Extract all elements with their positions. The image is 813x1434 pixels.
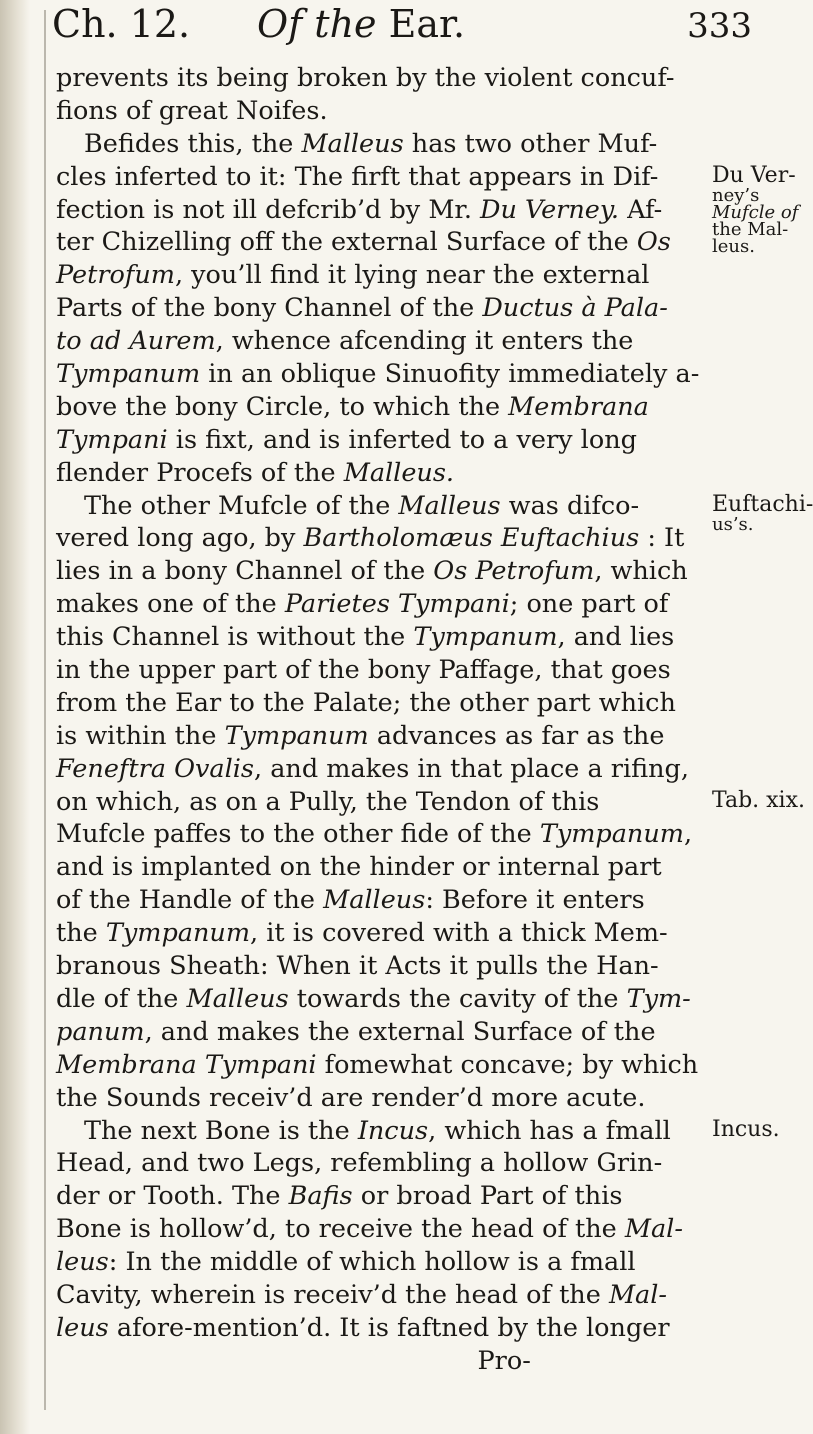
text-run: Mufcle paffes to the other fide of the — [56, 819, 540, 850]
text-run: from the Ear to the Palate; the other part which — [56, 687, 676, 718]
text-line — [56, 851, 702, 884]
text-run: vered long ago, by — [56, 523, 304, 554]
italic-term: Malleus — [186, 983, 289, 1014]
text-run: in the upper part of the bony Paffage, that goes — [56, 655, 671, 686]
marginal-note — [712, 1116, 798, 1142]
text-line — [56, 194, 702, 227]
text-run: : It — [639, 523, 685, 554]
text-run: : Before it enters — [425, 885, 645, 916]
italic-term: Bartholomæus Euftachius — [303, 523, 640, 554]
running-title — [257, 2, 465, 46]
text-line — [56, 1279, 702, 1312]
running-header — [52, 2, 752, 58]
text-run: on which, as on a Pully, the Tendon of this — [56, 786, 600, 817]
text-line — [56, 720, 702, 753]
text-run: , and lies — [557, 622, 675, 653]
italic-term: Tympanum — [539, 819, 684, 850]
text-run: and is implanted on the hinder or internal part — [56, 852, 662, 883]
marginal-note-line: leus. — [712, 235, 755, 257]
binding-edge — [44, 10, 46, 1410]
text-run: , and makes in that place a rifing, — [254, 753, 689, 784]
text-line — [56, 358, 702, 391]
text-line — [56, 1213, 702, 1246]
text-line — [56, 128, 702, 161]
text-run: towards the cavity of the — [288, 983, 627, 1014]
italic-term: Incus — [357, 1115, 429, 1146]
marginal-note-line: Tab. xix. — [712, 787, 805, 813]
text-run: The other Mufcle of the — [84, 490, 399, 521]
marginal-note-line: ney’s — [712, 184, 760, 206]
text-run: fions of great Noifes. — [56, 95, 328, 126]
text-line — [56, 1049, 702, 1082]
text-run: Befides this, the — [84, 128, 302, 159]
text-run: cles inferted to it: The firft that appears in Dif- — [56, 161, 659, 192]
text-line — [56, 1180, 702, 1213]
text-line — [56, 292, 702, 325]
chapter-label: Ch. 12. — [52, 2, 191, 46]
text-run: or broad Part of this — [352, 1181, 623, 1212]
text-run: the — [56, 918, 106, 949]
italic-term: Tympanum — [56, 359, 201, 390]
text-run: The next Bone is the — [84, 1115, 358, 1146]
italic-term: Ductus à Pala- — [482, 293, 668, 324]
italic-term: Os Petrofum — [433, 556, 595, 587]
text-line — [56, 457, 702, 490]
text-run: lies in a bony Channel of the — [56, 556, 434, 587]
italic-term: Malleus. — [343, 457, 455, 488]
text-run: prevents its being broken by the violent concuf- — [56, 63, 675, 93]
italic-term: Malleus — [323, 885, 426, 916]
text-run: Bone is hollow’d, to receive the head of the — [56, 1214, 625, 1245]
text-line — [56, 259, 702, 292]
text-line — [56, 424, 702, 457]
italic-term: Membrana — [508, 391, 649, 422]
text-run: is within the — [56, 720, 225, 751]
text-run: Head, and two Legs, refembling a hollow Grin- — [56, 1148, 663, 1179]
text-run: was difco- — [500, 490, 640, 521]
text-run: Cavity, wherein is receiv’d the head of the — [56, 1279, 609, 1310]
text-run: : In the middle of which hollow is a fmall — [108, 1247, 636, 1278]
text-run: ter Chizelling off the external Surface of the — [56, 227, 637, 258]
italic-term: to ad Aurem — [56, 326, 216, 357]
text-line — [56, 1246, 702, 1279]
marginal-note — [712, 162, 799, 257]
text-line — [56, 950, 702, 983]
text-run: Af- — [619, 194, 663, 225]
marginal-note — [712, 491, 813, 535]
running-title-word: Ear. — [388, 2, 466, 46]
italic-term: Petrofum — [56, 260, 175, 291]
text-line — [56, 391, 702, 424]
italic-term: Tympanum — [413, 622, 558, 653]
text-run: afore-mention’d. It is faftned by the longer — [108, 1312, 670, 1343]
text-line — [56, 786, 702, 819]
text-line — [56, 983, 702, 1016]
text-run: , whence afcending it enters the — [215, 326, 634, 357]
text-run: makes one of the — [56, 589, 285, 620]
text-run: this Channel is without the — [56, 622, 414, 653]
text-run: der or Tooth. The — [56, 1181, 289, 1212]
italic-term: Malleus — [301, 128, 404, 159]
text-line — [56, 1147, 702, 1180]
italic-term: Du Verney. — [480, 194, 619, 225]
text-line — [56, 753, 702, 786]
text-line — [56, 654, 702, 687]
italic-term: Mal- — [608, 1279, 668, 1310]
italic-term: Mal- — [624, 1214, 683, 1245]
italic-term: panum — [56, 1016, 145, 1047]
italic-term: Tym- — [626, 983, 691, 1014]
italic-term: Tympanum — [105, 918, 251, 949]
marginal-note-line: Incus. — [712, 1116, 780, 1142]
italic-term: leus — [56, 1312, 109, 1343]
text-run: has two other Muf- — [403, 128, 658, 159]
italic-term: Os — [636, 227, 671, 258]
text-line — [56, 522, 702, 555]
text-run: , you’ll find it lying near the external — [174, 260, 650, 291]
text-line — [56, 325, 702, 358]
text-run: , it is covered with a thick Mem- — [250, 918, 668, 949]
text-run: advances as far as the — [368, 720, 665, 751]
text-line — [56, 226, 702, 259]
text-line — [56, 917, 702, 950]
text-run: branous Sheath: When it Acts it pulls the Han- — [56, 951, 659, 982]
body-text — [56, 62, 702, 1378]
text-line — [56, 1115, 702, 1148]
text-run: in an oblique Sinuofity immediately a- — [200, 359, 700, 390]
running-title-prefix: Of the — [257, 2, 377, 46]
text-line — [56, 884, 702, 917]
text-line — [56, 62, 702, 95]
text-line — [56, 1016, 702, 1049]
text-line — [56, 490, 702, 523]
marginal-note-line: Euftachi- — [712, 491, 813, 517]
italic-term: Tympanum — [224, 720, 369, 751]
italic-term: Feneftra Ovalis — [56, 753, 254, 784]
italic-term: Membrana Tympani — [56, 1049, 317, 1080]
marginal-note-line: Du Ver- — [712, 162, 796, 188]
text-line — [56, 1312, 702, 1345]
text-run: dle of the — [56, 983, 187, 1014]
text-run: of the Handle of the — [56, 885, 324, 916]
text-run: Pro- — [56, 1345, 531, 1376]
page-number: 333 — [687, 6, 752, 46]
text-line — [56, 555, 702, 588]
text-run: ; one part of — [509, 589, 669, 620]
marginal-note-line: the Mal- — [712, 218, 789, 240]
text-run: fomewhat concave; by which — [316, 1049, 699, 1080]
marginal-note — [712, 787, 805, 813]
text-run: , which — [594, 556, 688, 587]
text-line — [56, 1345, 702, 1378]
italic-term: Malleus — [398, 490, 501, 521]
text-run: flender Procefs of the — [56, 457, 344, 488]
text-run: Parts of the bony Channel of the — [56, 293, 483, 324]
text-line — [56, 621, 702, 654]
text-run: , — [683, 819, 693, 850]
text-run: bove the bony Circle, to which the — [56, 391, 509, 422]
marginal-note-line: Mufcle of — [712, 201, 799, 223]
italic-term: Bafis — [288, 1181, 353, 1212]
text-line — [56, 1082, 702, 1115]
text-run: , and makes the external Surface of the — [144, 1016, 656, 1047]
text-run: the Sounds receiv’d are render’d more acute. — [56, 1082, 646, 1113]
text-line — [56, 95, 702, 128]
text-line — [56, 687, 702, 720]
text-run: fection is not ill defcrib’d by Mr. — [56, 194, 481, 225]
italic-term: leus — [56, 1247, 109, 1278]
marginal-note-line: us’s. — [712, 513, 754, 535]
text-line — [56, 588, 702, 621]
text-run: is fixt, and is inferted to a very long — [167, 424, 637, 455]
text-line — [56, 161, 702, 194]
page-gutter-shadow — [0, 0, 30, 1434]
italic-term: Tympani — [56, 424, 168, 455]
italic-term: Parietes Tympani — [284, 589, 510, 620]
text-run: , which has a fmall — [428, 1115, 671, 1146]
text-line — [56, 818, 702, 851]
